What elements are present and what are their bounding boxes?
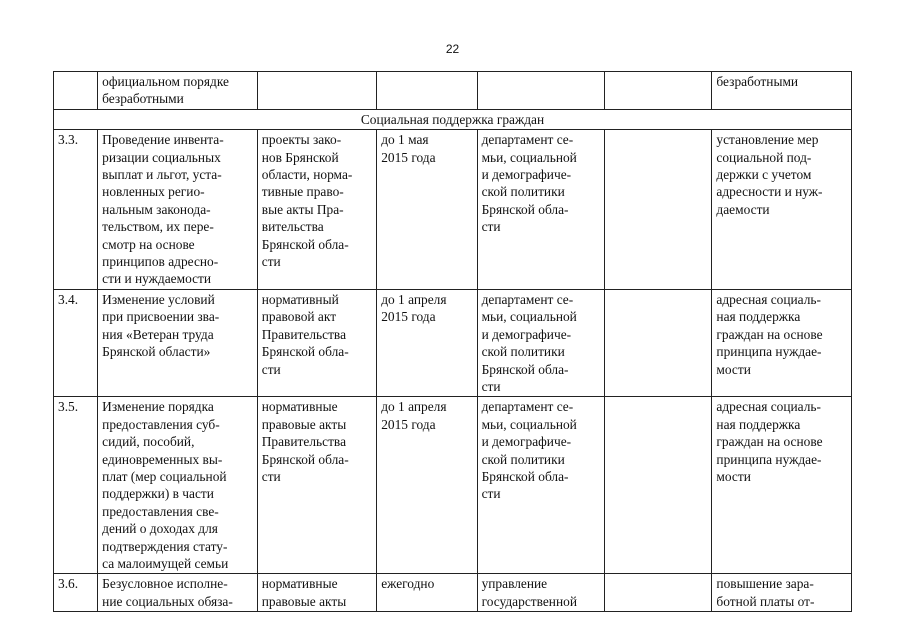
cell-executor-text: департамент се- мьи, социальной и демографиче- ской политики Брянской обла- сти — [481, 132, 577, 235]
cell-num: 3.4. — [54, 289, 98, 396]
cell-deadline — [377, 130, 477, 290]
cell-result-text: безработными — [716, 74, 799, 89]
cell-result-text: повышение зара- ботной платы от- — [716, 576, 815, 609]
cell-measure-text: Изменение условий при присвоении зва- ния «Ветеран труда Брянской области» — [102, 291, 220, 360]
cell-extra — [605, 574, 712, 612]
cell-executor — [477, 574, 604, 612]
cell-deadline-text: ежегодно — [381, 576, 435, 592]
cell-result-text: адресная социаль- ная поддержка граждан на основе принципа нуждаe- мости — [716, 399, 823, 484]
cell-act — [257, 397, 376, 574]
cell-result — [712, 72, 852, 110]
cell-act-text: нормативные правовые акты — [261, 576, 347, 609]
cell-act-text: нормативный правовой акт Правительства Брянской обла- сти — [261, 291, 349, 377]
cell-act — [257, 289, 376, 396]
cell-measure — [98, 397, 258, 574]
cell-extra — [605, 397, 712, 574]
cell-measure — [98, 574, 258, 612]
cell-deadline — [377, 72, 477, 110]
cell-num — [54, 72, 98, 110]
measures-table — [53, 71, 852, 612]
cell-extra — [605, 72, 712, 110]
cell-deadline — [377, 574, 477, 612]
cell-result — [712, 397, 852, 574]
table-row-continuation — [54, 72, 852, 110]
table-row — [54, 397, 852, 574]
section-title: Социальная поддержка граждан — [54, 109, 852, 129]
page-number: 22 — [445, 42, 460, 56]
cell-extra — [605, 130, 712, 290]
cell-executor — [477, 397, 604, 574]
cell-num: 3.5. — [54, 397, 98, 574]
cell-measure — [98, 130, 258, 290]
cell-act-text: нормативные правовые акты Правительства Брянской обла- сти — [261, 399, 349, 484]
cell-measure-text: Изменение порядка предоставления суб- сидий, пособий, единовременных вы- плат (мер социальной поддержки) в части предоставления све- дений о доходах для подтверждения стату- са малоимущей семьи — [102, 399, 229, 571]
cell-result-text: установление мер социальной под- держки с учетом адресности и нуж- даемости — [716, 132, 823, 217]
cell-deadline-text: до 1 апреля 2015 года — [381, 291, 447, 325]
cell-num: 3.3. — [54, 130, 98, 290]
cell-act — [257, 130, 376, 290]
cell-result — [712, 574, 852, 612]
cell-measure-text: Безусловное исполне- ние социальных обяза- — [102, 576, 233, 609]
cell-executor-text: управление государственной — [481, 576, 577, 609]
cell-act-text: проекты зако- нов Брянской области, норма- тивные право- вые акты Пра- вительства Брянской обла- сти — [261, 132, 353, 270]
cell-executor — [477, 72, 604, 110]
cell-executor — [477, 289, 604, 396]
cell-act — [257, 72, 376, 110]
cell-executor-text: департамент се- мьи, социальной и демографиче- ской политики Брянской обла- сти — [481, 291, 577, 394]
cell-measure — [98, 289, 258, 396]
cell-measure-text: Проведение инвента- ризации социальных выплат и льгот, уста- новленных регио- нальным законода- тельством, их пере- смотр на основе принципов адресно- сти и нуждаемости — [102, 132, 224, 287]
table-row — [54, 574, 852, 612]
cell-deadline-text: до 1 апреля 2015 года — [381, 399, 447, 432]
cell-deadline — [377, 397, 477, 574]
cell-result — [712, 289, 852, 396]
cell-extra — [605, 289, 712, 396]
cell-result — [712, 130, 852, 290]
section-row — [54, 109, 852, 129]
cell-measure — [98, 72, 258, 110]
table-row — [54, 289, 852, 396]
cell-act — [257, 574, 376, 612]
cell-measure-text: официальном порядке безработными — [102, 74, 229, 107]
cell-executor-text: департамент се- мьи, социальной и демографиче- ской политики Брянской обла- сти — [481, 399, 577, 502]
cell-deadline-text: до 1 мая 2015 года — [381, 132, 436, 165]
table-row — [54, 130, 852, 290]
cell-deadline — [377, 289, 477, 396]
cell-num: 3.6. — [54, 574, 98, 612]
cell-executor — [477, 130, 604, 290]
cell-result-text: адресная социаль- ная поддержка граждан на основе принципа нуждаe- мости — [716, 291, 823, 377]
